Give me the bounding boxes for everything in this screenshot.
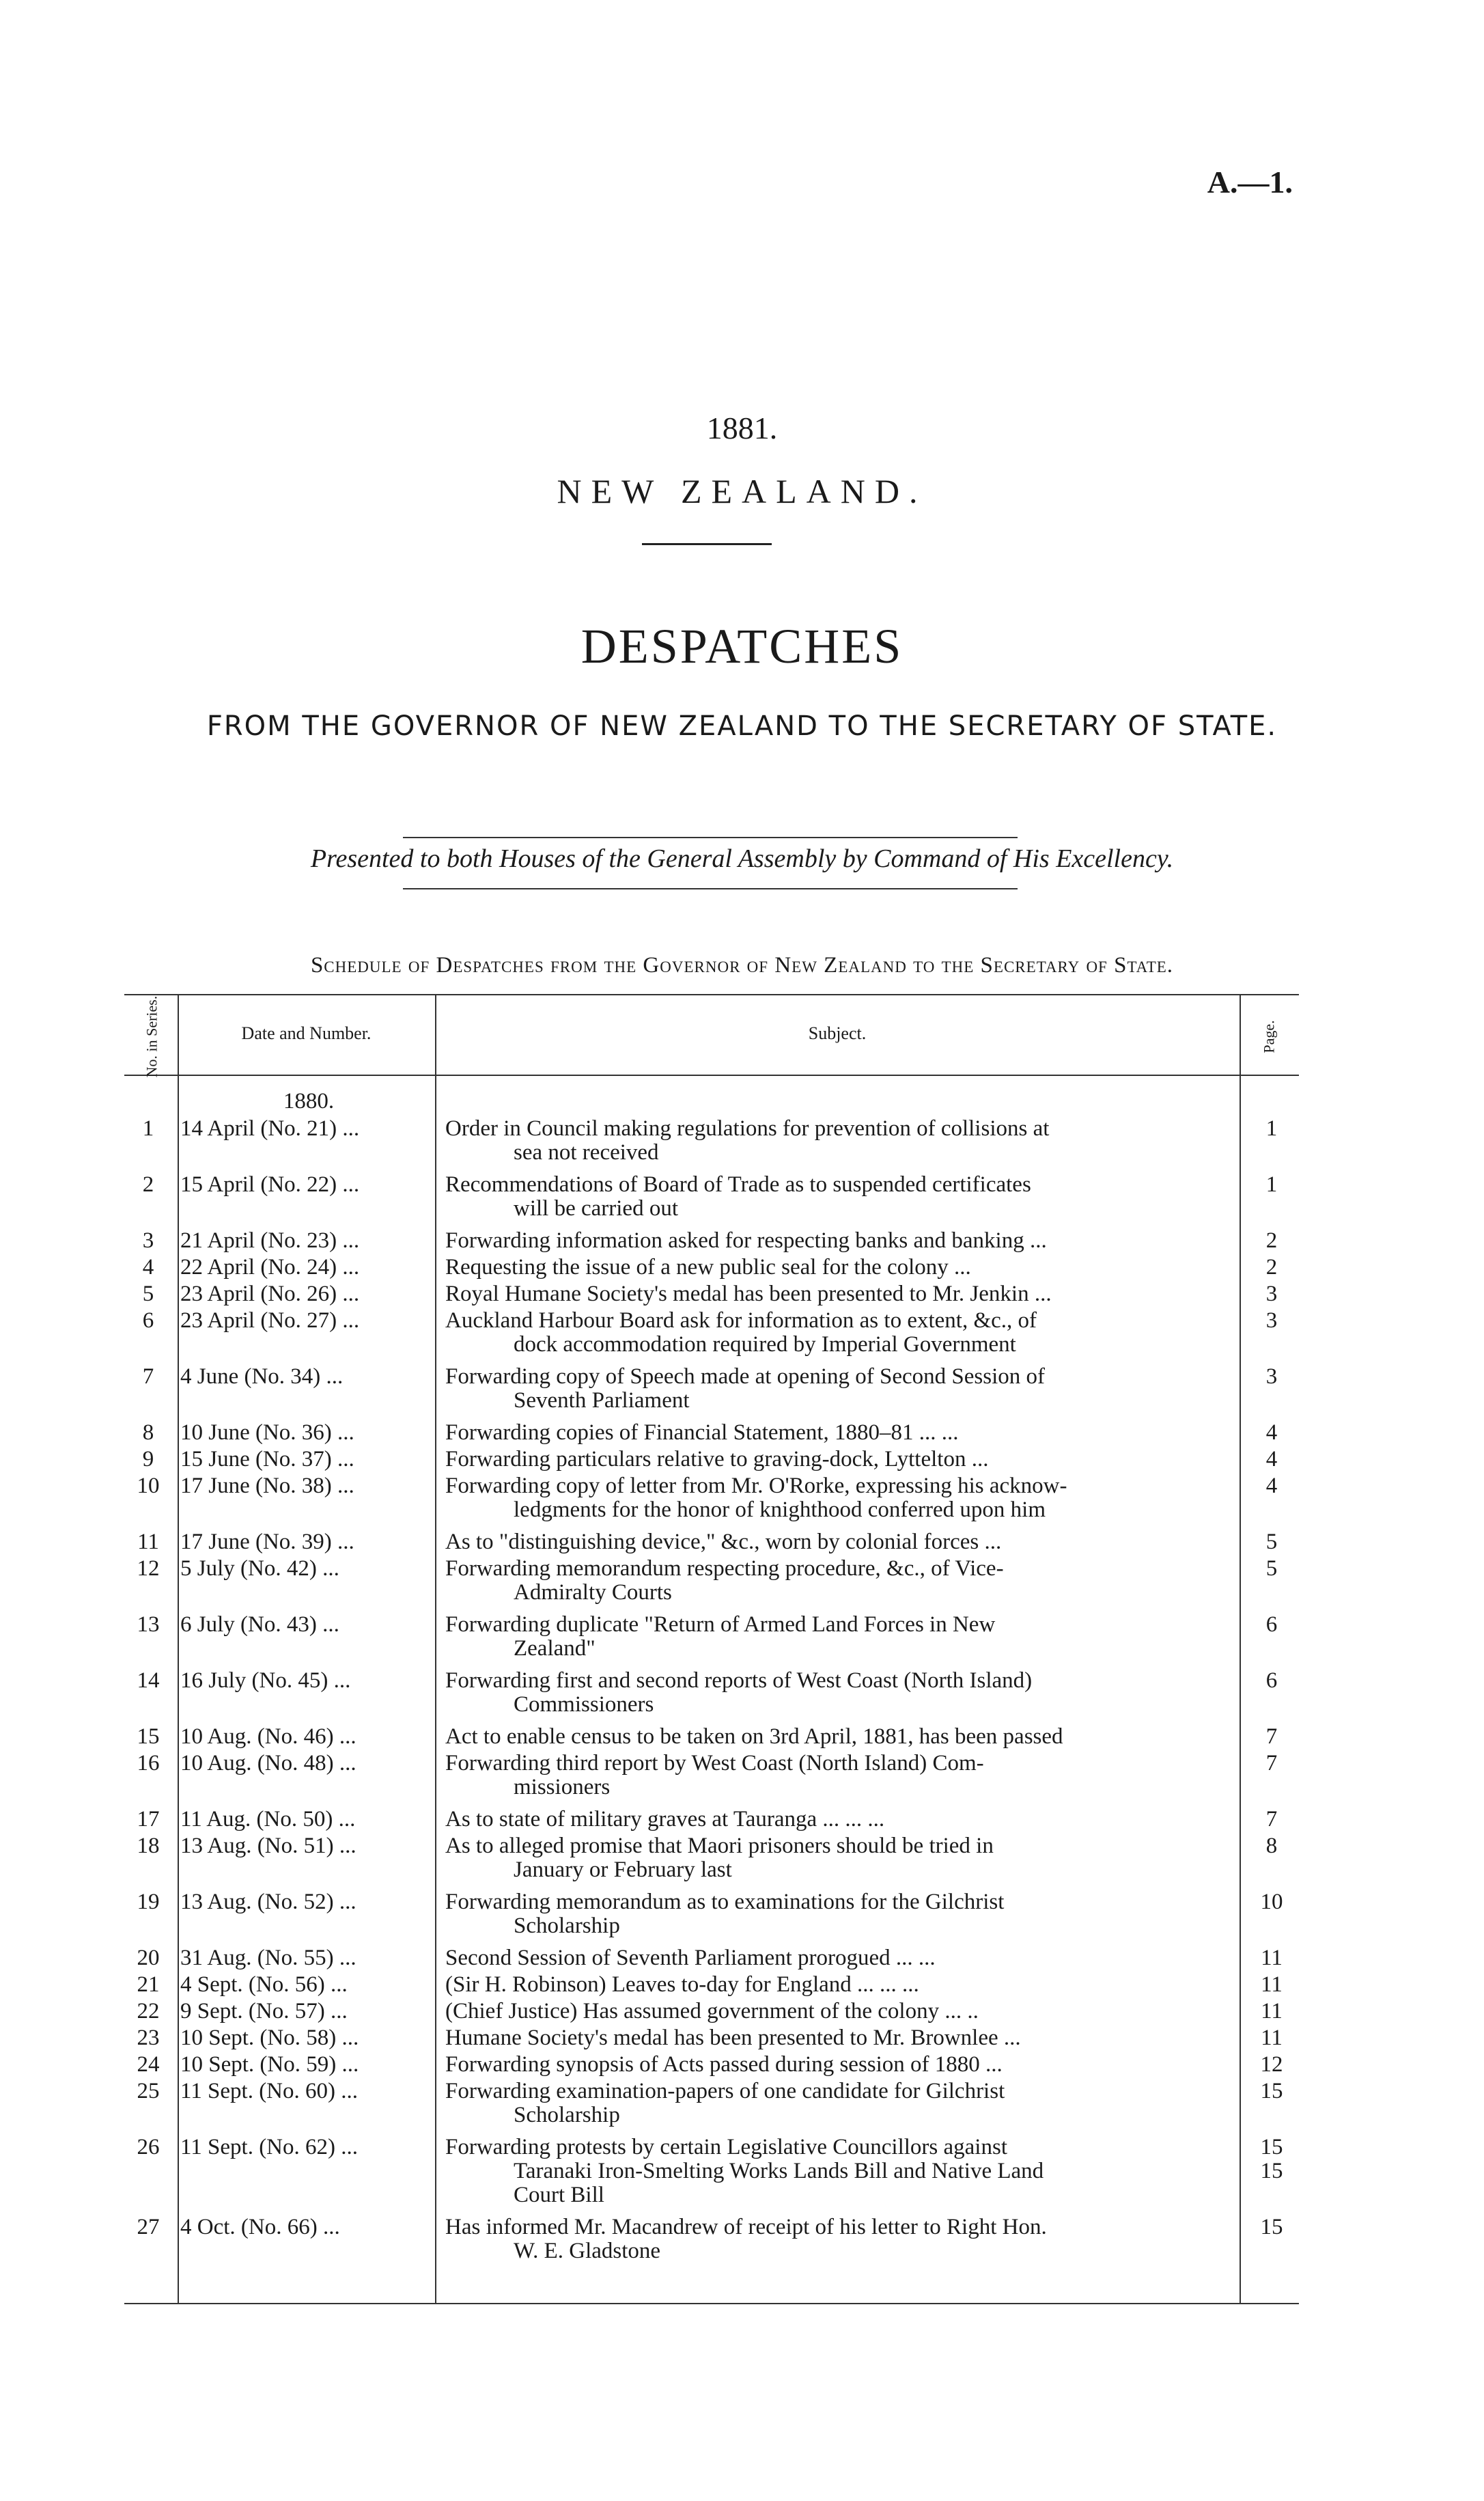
row-page xyxy=(1244,1752,1299,1775)
publication-year: 1881. xyxy=(706,411,778,445)
row-page xyxy=(1244,1669,1299,1693)
row-page-number: 11 xyxy=(1261,1972,1283,1997)
row-number: 27 xyxy=(137,2215,160,2239)
row-date: 13 Aug. (No. 51) ... xyxy=(180,1834,356,1858)
row-number: 26 xyxy=(137,2135,160,2159)
row-subject-continuation: sea not received xyxy=(514,1140,659,1165)
header-subject: Subject. xyxy=(808,1023,867,1043)
country-heading: NEW ZEALAND. xyxy=(557,472,927,510)
row-subject xyxy=(445,1309,1237,1357)
row-date: 23 April (No. 27) ... xyxy=(180,1308,360,1333)
row-page-number: 5 xyxy=(1265,1530,1278,1554)
row-subject-continuation: dock accommodation required by Imperial Government xyxy=(514,1332,1016,1357)
row-page xyxy=(1244,1530,1299,1554)
column-rule xyxy=(1240,994,1241,2303)
presented-line: Presented to both Houses of the General Assembly by Command of His Excellency. xyxy=(310,844,1174,873)
row-date: 11 Sept. (No. 60) ... xyxy=(180,2079,359,2103)
row-number: 19 xyxy=(137,1890,160,1914)
row-subject-line: Forwarding memorandum respecting procedure, &c., of Vice- xyxy=(445,1556,1004,1581)
row-date: 15 June (No. 37) ... xyxy=(180,1447,354,1471)
row-page xyxy=(1244,1946,1299,1970)
row-page xyxy=(1244,1557,1299,1581)
row-date: 15 April (No. 22) ... xyxy=(180,1172,360,1197)
row-page-number: 4 xyxy=(1265,1420,1278,1445)
table-top-rule xyxy=(124,994,1299,995)
row-number: 18 xyxy=(137,1834,160,1858)
row-page xyxy=(1244,2053,1299,2077)
row-subject-line: Forwarding examination-papers of one candidate for Gilchrist xyxy=(445,2079,1005,2103)
row-page xyxy=(1244,1282,1299,1306)
row-number: 17 xyxy=(137,1807,160,1832)
row-date: 4 June (No. 34) ... xyxy=(180,1364,344,1389)
page-subtitle: FROM THE GOVERNOR OF NEW ZEALAND TO THE SECRETARY OF STATE. xyxy=(206,710,1278,742)
row-subject-continuation: Scholarship xyxy=(514,2103,620,2127)
row-page-number: 12 xyxy=(1260,2052,1283,2077)
row-page xyxy=(1244,1309,1299,1333)
row-subject-continuation: missioners xyxy=(514,1775,611,1799)
row-subject xyxy=(445,1808,1237,1832)
row-subject xyxy=(445,1256,1237,1280)
row-page-number: 15 xyxy=(1260,2159,1283,2183)
row-page-number: 11 xyxy=(1261,1946,1283,1970)
row-subject-continuation: Zealand" xyxy=(514,1636,596,1661)
row-subject-line: Requesting the issue of a new public seal for the colony ... xyxy=(445,1255,971,1280)
row-number: 21 xyxy=(137,1972,160,1997)
row-subject xyxy=(445,1421,1237,1445)
row-subject-line: As to state of military graves at Tauranga ... ... ... xyxy=(445,1807,885,1832)
row-number: 2 xyxy=(142,1172,154,1197)
row-page-number: 11 xyxy=(1261,2026,1283,2050)
row-page-number: 7 xyxy=(1265,1724,1278,1749)
row-subject xyxy=(445,1365,1237,1413)
row-number: 1 xyxy=(142,1116,154,1141)
row-date: 5 July (No. 42) ... xyxy=(180,1556,339,1581)
table-bottom-rule xyxy=(124,2303,1299,2304)
row-page xyxy=(1244,1173,1299,1197)
row-date: 11 Aug. (No. 50) ... xyxy=(180,1807,356,1832)
row-date: 17 June (No. 39) ... xyxy=(180,1530,354,1554)
row-subject xyxy=(445,1725,1237,1749)
row-subject xyxy=(445,1669,1237,1717)
row-page-number: 4 xyxy=(1265,1447,1278,1471)
divider xyxy=(403,888,1018,889)
row-page xyxy=(1244,1448,1299,1471)
row-date: 21 April (No. 23) ... xyxy=(180,1228,360,1253)
row-page-number: 2 xyxy=(1265,1228,1278,1253)
row-page xyxy=(1244,1973,1299,1997)
row-subject-continuation: W. E. Gladstone xyxy=(514,2239,661,2263)
row-page xyxy=(1244,1613,1299,1637)
divider xyxy=(403,837,1018,838)
row-page-number: 15 xyxy=(1260,2079,1283,2103)
table-header-rule xyxy=(124,1075,1299,1076)
row-subject-line: Forwarding third report by West Coast (North Island) Com- xyxy=(445,1751,984,1775)
row-page xyxy=(1244,1890,1299,1914)
row-subject-continuation: Scholarship xyxy=(514,1913,620,1938)
row-date: 6 July (No. 43) ... xyxy=(180,1612,339,1637)
row-subject-line: Forwarding copy of Speech made at opening of Second Session of xyxy=(445,1364,1045,1389)
row-page xyxy=(1244,1365,1299,1389)
row-date: 9 Sept. (No. 57) ... xyxy=(180,1999,348,2023)
row-number: 7 xyxy=(142,1364,154,1389)
row-page-number: 6 xyxy=(1265,1612,1278,1637)
row-page xyxy=(1244,2215,1299,2239)
row-number: 11 xyxy=(137,1530,159,1554)
row-page xyxy=(1244,1808,1299,1832)
row-subject xyxy=(445,1474,1237,1522)
row-date: 10 Aug. (No. 48) ... xyxy=(180,1751,356,1775)
row-page-number: 15 xyxy=(1260,2135,1283,2159)
row-subject xyxy=(445,1448,1237,1471)
row-date: 10 Sept. (No. 58) ... xyxy=(180,2026,359,2050)
row-subject-line: (Sir H. Robinson) Leaves to-day for England ... ... ... xyxy=(445,1972,919,1997)
row-subject xyxy=(445,1173,1237,1221)
row-number: 23 xyxy=(137,2026,160,2050)
row-page xyxy=(1244,1229,1299,1253)
row-subject xyxy=(445,1946,1237,1970)
year-label: 1880. xyxy=(283,1089,335,1114)
row-number: 5 xyxy=(142,1282,154,1306)
row-page-number: 8 xyxy=(1265,1834,1278,1858)
row-page-number: 3 xyxy=(1265,1282,1278,1306)
row-subject xyxy=(445,1834,1237,1882)
row-page xyxy=(1244,1117,1299,1141)
row-number: 22 xyxy=(137,1999,160,2023)
row-page-number: 5 xyxy=(1265,1556,1278,1581)
row-date: 11 Sept. (No. 62) ... xyxy=(180,2135,359,2159)
row-subject-line: Forwarding copy of letter from Mr. O'Rorke, expressing his acknow- xyxy=(445,1474,1067,1498)
row-date: 31 Aug. (No. 55) ... xyxy=(180,1946,356,1970)
page-title: DESPATCHES xyxy=(580,619,904,674)
row-page-number: 2 xyxy=(1265,1255,1278,1280)
row-number: 10 xyxy=(137,1474,160,1498)
row-subject-continuation: ledgments for the honor of knighthood conferred upon him xyxy=(514,1497,1046,1522)
row-number: 8 xyxy=(142,1420,154,1445)
row-subject xyxy=(445,2053,1237,2077)
row-subject-line: Order in Council making regulations for prevention of collisions at xyxy=(445,1116,1050,1141)
row-subject xyxy=(445,2026,1237,2050)
row-page-number: 7 xyxy=(1265,1751,1278,1775)
row-date: 10 Aug. (No. 46) ... xyxy=(180,1724,356,1749)
row-page-number: 3 xyxy=(1265,1364,1278,1389)
header-date-number: Date and Number. xyxy=(241,1023,372,1043)
row-date: 14 April (No. 21) ... xyxy=(180,1116,360,1141)
row-page-number: 1 xyxy=(1265,1116,1278,1141)
row-number: 14 xyxy=(137,1668,160,1693)
row-number: 15 xyxy=(137,1724,160,1749)
row-date: 22 April (No. 24) ... xyxy=(180,1255,360,1280)
row-subject-continuation: Taranaki Iron-Smelting Works Lands Bill and Native Land xyxy=(514,2159,1044,2183)
row-number: 6 xyxy=(142,1308,154,1333)
row-page xyxy=(1244,2000,1299,2023)
row-page xyxy=(1244,1421,1299,1445)
row-subject-continuation: will be carried out xyxy=(514,1196,678,1221)
row-page-number: 1 xyxy=(1265,1172,1278,1197)
row-page xyxy=(1244,1834,1299,1858)
row-subject xyxy=(445,1613,1237,1661)
row-subject-line: Forwarding copies of Financial Statement, 1880–81 ... ... xyxy=(445,1420,959,1445)
row-date: 13 Aug. (No. 52) ... xyxy=(180,1890,356,1914)
row-subject-line: As to alleged promise that Maori prisoners should be tried in xyxy=(445,1834,994,1858)
row-date: 10 Sept. (No. 59) ... xyxy=(180,2052,359,2077)
row-subject xyxy=(445,2136,1237,2207)
row-subject xyxy=(445,1752,1237,1799)
row-subject-line: Forwarding first and second reports of West Coast (North Island) xyxy=(445,1668,1033,1693)
row-number: 25 xyxy=(137,2079,160,2103)
row-subject-continuation: January or February last xyxy=(514,1857,732,1882)
row-subject xyxy=(445,2000,1237,2023)
row-page-number: 11 xyxy=(1261,1999,1283,2023)
row-subject xyxy=(445,2215,1237,2263)
row-page xyxy=(1244,2026,1299,2050)
row-subject xyxy=(445,1557,1237,1605)
row-subject xyxy=(445,1229,1237,1253)
row-page xyxy=(1244,1725,1299,1749)
row-subject-line: Forwarding memorandum as to examinations for the Gilchrist xyxy=(445,1890,1005,1914)
schedule-heading: Schedule of Despatches from the Governor of New Zealand to the Secretary of State. xyxy=(310,953,1174,978)
row-subject-line: Act to enable census to be taken on 3rd April, 1881, has been passed xyxy=(445,1724,1063,1749)
row-subject-line: Auckland Harbour Board ask for information as to extent, &c., of xyxy=(445,1308,1037,1333)
row-subject-continuation: Commissioners xyxy=(514,1692,654,1717)
row-subject xyxy=(445,1890,1237,1938)
row-number: 12 xyxy=(137,1556,160,1581)
row-number: 24 xyxy=(137,2052,160,2077)
row-subject-line: Forwarding protests by certain Legislative Councillors against xyxy=(445,2135,1007,2159)
row-number: 16 xyxy=(137,1751,160,1775)
row-number: 3 xyxy=(142,1228,154,1253)
header-no-in-series: No. in Series. xyxy=(143,995,160,1078)
row-page xyxy=(1244,2136,1299,2183)
row-page-number: 3 xyxy=(1265,1308,1278,1333)
row-subject-line: Royal Humane Society's medal has been presented to Mr. Jenkin ... xyxy=(445,1282,1052,1306)
despatch-schedule-table xyxy=(124,994,1299,2306)
row-subject-line: As to "distinguishing device," &c., worn by colonial forces ... xyxy=(445,1530,1002,1554)
header-page: Page. xyxy=(1260,1020,1278,1053)
row-subject-line: Second Session of Seventh Parliament prorogued ... ... xyxy=(445,1946,936,1970)
row-subject-continuation: Court Bill xyxy=(514,2183,604,2207)
divider xyxy=(642,543,772,545)
row-subject xyxy=(445,1973,1237,1997)
row-date: 17 June (No. 38) ... xyxy=(180,1474,354,1498)
row-page-number: 6 xyxy=(1265,1668,1278,1693)
column-rule xyxy=(178,994,179,2303)
row-page xyxy=(1244,1474,1299,1498)
row-subject xyxy=(445,1117,1237,1165)
row-subject-continuation: Seventh Parliament xyxy=(514,1388,690,1413)
row-page-number: 10 xyxy=(1260,1890,1283,1914)
row-page-number: 4 xyxy=(1265,1474,1278,1498)
row-date: 23 April (No. 26) ... xyxy=(180,1282,360,1306)
row-subject-line: (Chief Justice) Has assumed government of the colony ... .. xyxy=(445,1999,979,2023)
row-date: 4 Oct. (No. 66) ... xyxy=(180,2215,340,2239)
row-page xyxy=(1244,1256,1299,1280)
row-page-number: 15 xyxy=(1260,2215,1283,2239)
row-date: 16 July (No. 45) ... xyxy=(180,1668,351,1693)
row-subject-line: Recommendations of Board of Trade as to suspended certificates xyxy=(445,1172,1031,1197)
row-number: 20 xyxy=(137,1946,160,1970)
row-subject-line: Forwarding duplicate "Return of Armed Land Forces in New xyxy=(445,1612,996,1637)
row-subject-line: Humane Society's medal has been presented to Mr. Brownlee ... xyxy=(445,2026,1021,2050)
row-subject-line: Forwarding information asked for respecting banks and banking ... xyxy=(445,1228,1047,1253)
row-subject xyxy=(445,1530,1237,1554)
row-number: 4 xyxy=(142,1255,154,1280)
row-subject-line: Forwarding particulars relative to graving-dock, Lyttelton ... xyxy=(445,1447,989,1471)
document-code: A.—1. xyxy=(1207,165,1293,199)
row-number: 9 xyxy=(142,1447,154,1471)
row-page xyxy=(1244,2079,1299,2103)
row-date: 10 June (No. 36) ... xyxy=(180,1420,354,1445)
row-subject xyxy=(445,1282,1237,1306)
row-subject-line: Forwarding synopsis of Acts passed during session of 1880 ... xyxy=(445,2052,1003,2077)
row-page-number: 7 xyxy=(1265,1807,1278,1832)
row-date: 4 Sept. (No. 56) ... xyxy=(180,1972,348,1997)
row-subject xyxy=(445,2079,1237,2127)
row-subject-line: Has informed Mr. Macandrew of receipt of his letter to Right Hon. xyxy=(445,2215,1047,2239)
row-number: 13 xyxy=(137,1612,160,1637)
row-subject-continuation: Admiralty Courts xyxy=(514,1580,672,1605)
